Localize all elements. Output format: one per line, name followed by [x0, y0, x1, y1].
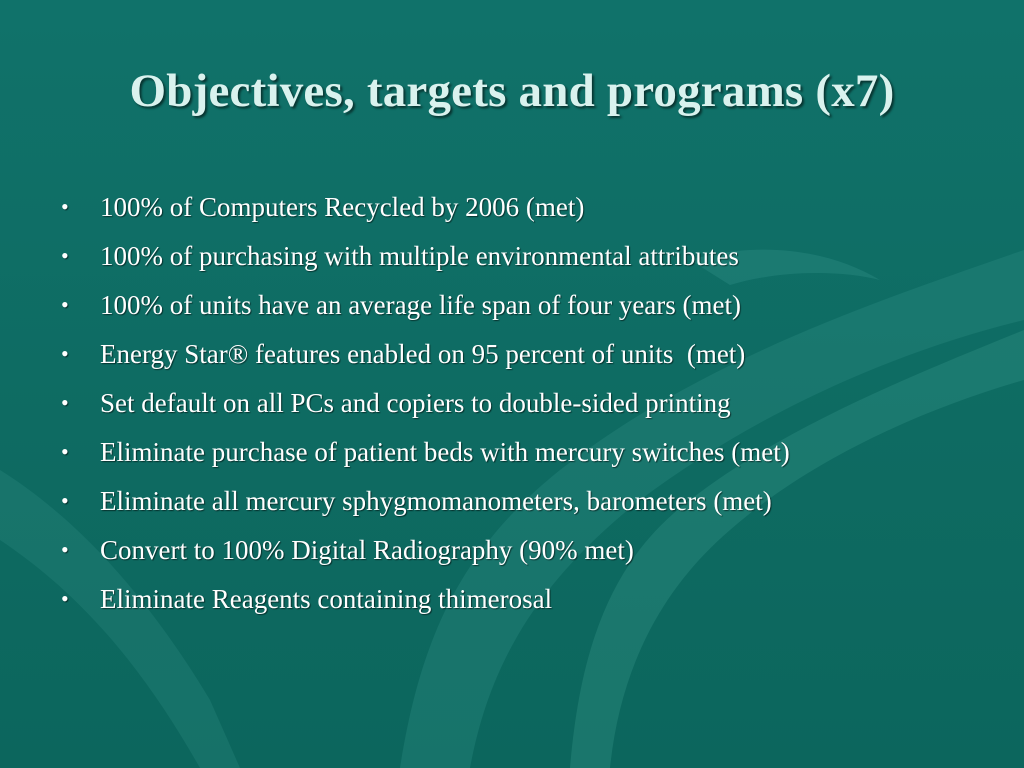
list-item-text: Eliminate all mercury sphygmomanometers, barometers (met)	[100, 486, 772, 516]
bullet-icon: •	[61, 586, 69, 611]
list-item-text: Set default on all PCs and copiers to double-sided printing	[100, 388, 731, 418]
list-item	[58, 529, 998, 578]
list-item	[58, 284, 998, 333]
list-item-text: 100% of Computers Recycled by 2006 (met)	[100, 192, 585, 222]
bullet-icon: •	[61, 537, 69, 562]
list-item	[58, 578, 998, 627]
list-item	[58, 382, 998, 431]
list-item	[58, 186, 998, 235]
bullet-icon: •	[61, 439, 69, 464]
bullet-icon: •	[61, 194, 69, 219]
list-item	[58, 480, 998, 529]
bullet-icon: •	[61, 292, 69, 317]
list-item-text: Energy Star® features enabled on 95 percent of units (met)	[100, 339, 746, 369]
list-item-text: 100% of units have an average life span of four years (met)	[100, 290, 741, 320]
list-item	[58, 431, 998, 480]
list-item	[58, 333, 998, 382]
bullet-icon: •	[61, 243, 69, 268]
bullet-icon: •	[61, 341, 69, 366]
slide-title: Objectives, targets and programs (x7)	[129, 65, 895, 117]
list-item-text: 100% of purchasing with multiple environmental attributes	[100, 241, 739, 271]
list-item-text: Convert to 100% Digital Radiography (90% met)	[100, 535, 634, 565]
list-item-text: Eliminate Reagents containing thimerosal	[100, 584, 553, 614]
bullet-list	[58, 186, 998, 627]
bullet-icon: •	[61, 390, 69, 415]
bullet-icon: •	[61, 488, 69, 513]
list-item	[58, 235, 998, 284]
list-item-text: Eliminate purchase of patient beds with mercury switches (met)	[100, 437, 790, 467]
